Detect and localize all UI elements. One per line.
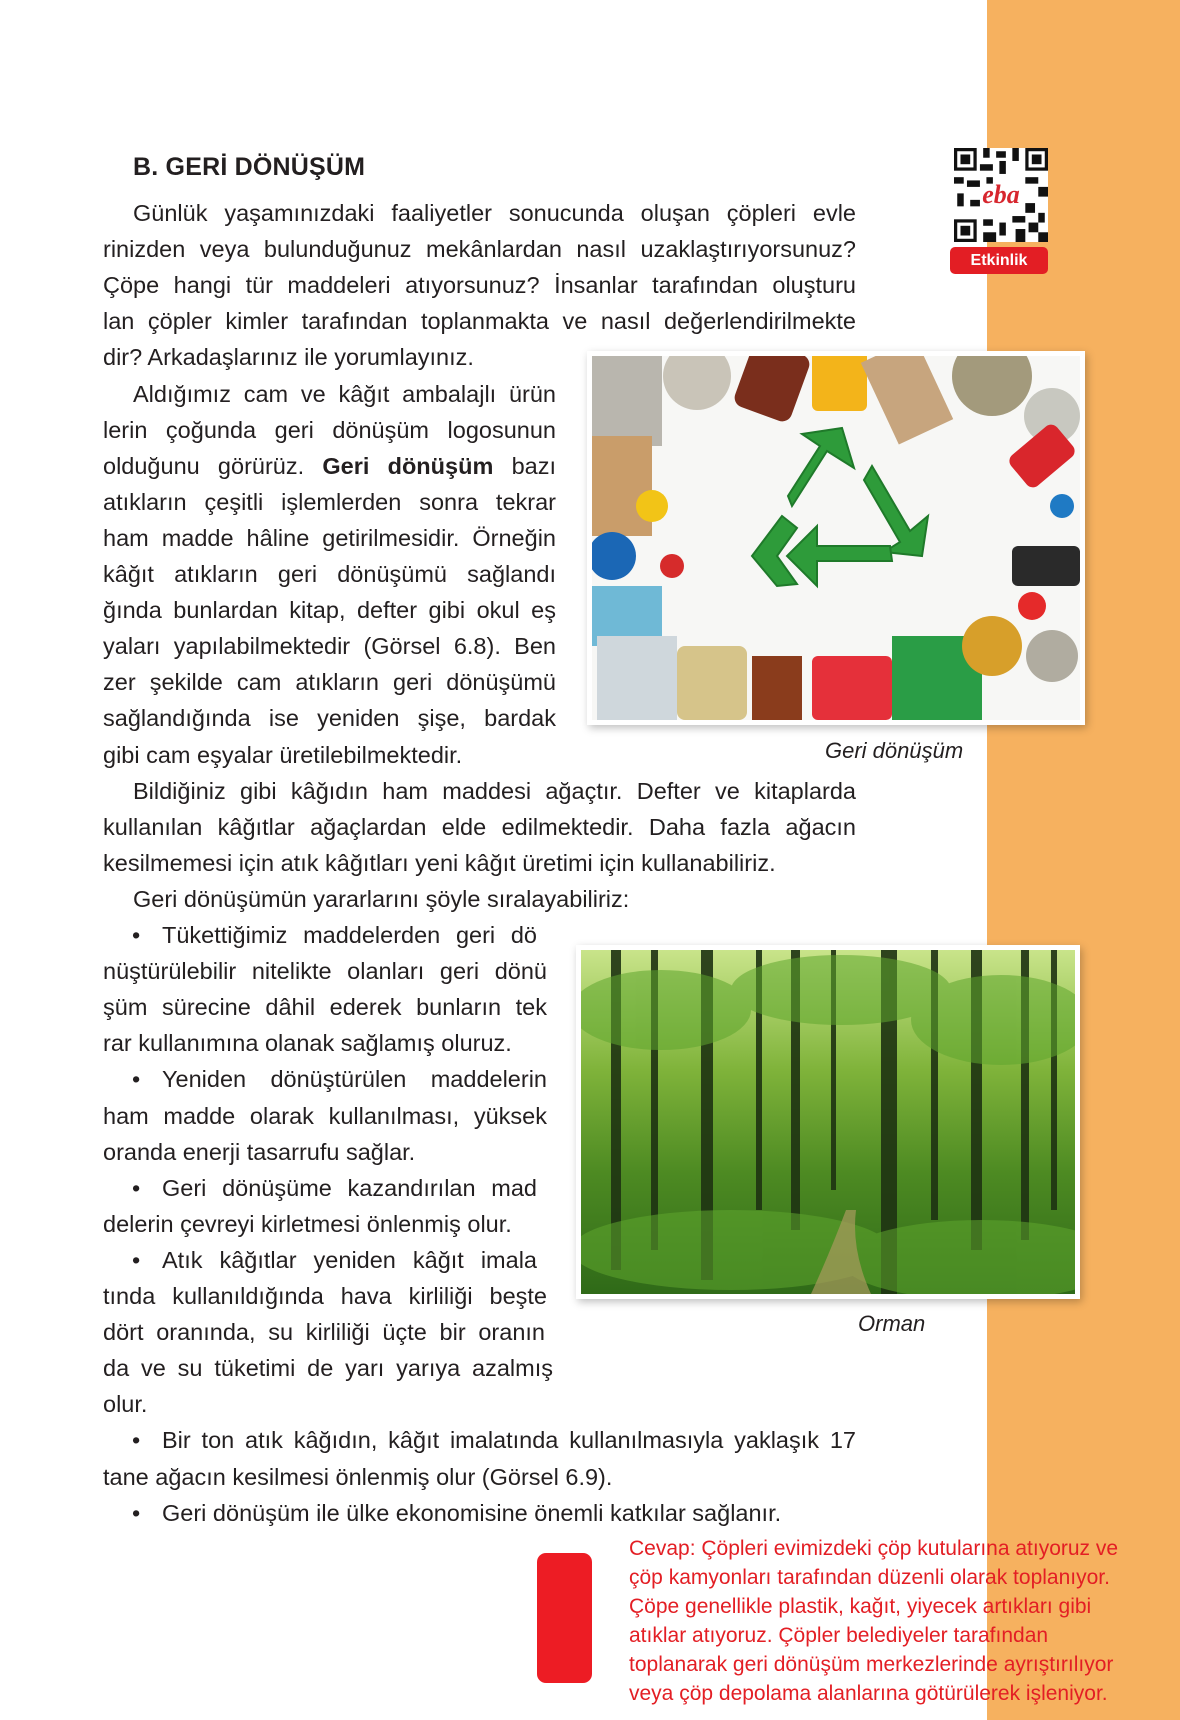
body-line: kesilmemesi için atık kâğıtları yeni kâğıt üretimi için kullanabiliriz.	[103, 849, 776, 876]
bullet-icon: •	[132, 1499, 141, 1526]
bullet-icon: •	[132, 1246, 141, 1273]
body-line: atıkların çeşitli işlemlerden sonra tekrar	[103, 488, 556, 515]
body-line: Geri dönüşüm ile ülke ekonomisine önemli katkılar sağlanır.	[162, 1499, 782, 1526]
body-line: Geri dönüşüme kazandırılan mad	[162, 1174, 537, 1201]
bullet-icon: •	[132, 1427, 141, 1454]
forest-photo	[581, 950, 1075, 1294]
answer-line: toplanarak geri dönüşüm merkezlerinde ayrıştırılıyor	[629, 1653, 1114, 1676]
body-line: ham madde hâline getirilmesidir. Örneğin	[103, 524, 556, 551]
body-line: rinizden veya bulunduğunuz mekânlardan nasıl uzaklaştırıyorsunuz?	[103, 236, 856, 263]
qr-code-icon	[954, 148, 1048, 242]
body-line: tında kullanıldığında hava kirliliği beşte	[103, 1283, 547, 1309]
body-line: tane ağacın kesilmesi önlenmiş olur (Görsel 6.9).	[103, 1463, 613, 1490]
answer-line: Çöpe genellikle plastik, kağıt, yiyecek artıkları gibi	[629, 1595, 1092, 1618]
body-line: lerin çoğunda geri dönüşüm logosunun	[103, 416, 556, 443]
body-line: Aldığımız cam ve kâğıt ambalajlı ürün	[133, 380, 556, 407]
recycling-photo	[592, 356, 1080, 720]
bullet-icon: •	[132, 922, 141, 948]
bullet-icon: •	[132, 1174, 141, 1201]
text-segment: olduğunu görürüz.	[103, 452, 323, 479]
bullet-icon: •	[132, 1066, 141, 1093]
body-line: Günlük yaşamınızdaki faaliyetler sonucunda oluşan çöpleri evle	[133, 200, 856, 226]
body-line	[103, 448, 556, 484]
body-line: Atık kâğıtlar yeniden kâğıt imala	[162, 1246, 537, 1273]
body-line: yaları yapılabilmektedir (Görsel 6.8). Ben	[103, 633, 556, 660]
body-line: kâğıt atıkların geri dönüşümü sağlandı	[103, 561, 556, 587]
etkinlik-button[interactable]: Etkinlik	[950, 247, 1048, 274]
answer-line: çöp kamyonları tarafından düzenli olarak toplanıyor.	[629, 1566, 1110, 1589]
body-line: Yeniden dönüştürülen maddelerin	[162, 1066, 547, 1093]
body-line: sağlandığında ise yeniden şişe, bardak	[103, 705, 556, 732]
body-line: da ve su tüketimi de yarı yarıya azalmış	[103, 1355, 553, 1382]
body-line: olur.	[103, 1391, 148, 1418]
figure-caption-forest: Orman	[858, 1311, 926, 1336]
body-line: Bildiğiniz gibi kâğıdın ham maddesi ağaçtır. Defter ve kitaplarda	[133, 777, 856, 804]
body-line: dört oranında, su kirliliği üçte bir oranın	[103, 1319, 545, 1346]
svg-text:eba: eba	[982, 180, 1020, 210]
body-line: lan çöpler kimler tarafından toplanmakta ve nasıl değerlendirilmekte	[103, 308, 856, 335]
forest-trees	[581, 950, 1075, 1294]
page-number-tab	[537, 1553, 592, 1683]
answer-line: veya çöp depolama alanlarına götürülerek işleniyor.	[629, 1682, 1108, 1705]
recycling-collage	[592, 356, 1080, 720]
answer-line: atıklar atıyoruz. Çöpler belediyeler tarafından	[629, 1624, 1049, 1647]
answer-text	[629, 1534, 1180, 1708]
body-line: ham madde olarak kullanılması, yüksek	[103, 1102, 547, 1129]
body-line: Tükettiğimiz maddelerden geri dö	[162, 922, 537, 948]
text-segment: bazı	[493, 452, 556, 479]
body-line: delerin çevreyi kirletmesi önlenmiş olur.	[103, 1210, 512, 1237]
body-line: Bir ton atık kâğıdın, kâğıt imalatında kullanılmasıyla yaklaşık 17	[162, 1427, 856, 1454]
body-line: nüştürülebilir nitelikte olanları geri dönü	[103, 958, 547, 985]
body-line: zer şekilde cam atıkların geri dönüşümü	[103, 669, 556, 696]
answer-line: Cevap: Çöpleri evimizdeki çöp kutularına atıyoruz ve	[629, 1537, 1119, 1560]
body-line: Çöpe hangi tür maddeleri atıyorsunuz? İnsanlar tarafından oluşturu	[103, 272, 856, 299]
bold-term: Geri dönüşüm	[322, 452, 494, 479]
body-line: oranda enerji tasarrufu sağlar.	[103, 1138, 416, 1165]
body-line: şüm sürecine dâhil ederek bunların tek	[103, 994, 547, 1021]
body-line: rar kullanımına olanak sağlamış oluruz.	[103, 1030, 512, 1057]
body-line: ğında bunlardan kitap, defter gibi okul eş	[103, 597, 556, 624]
figure-caption-recycling: Geri dönüşüm	[825, 738, 964, 763]
body-line: dir? Arkadaşlarınız ile yorumlayınız.	[103, 344, 474, 371]
section-heading: B. GERİ DÖNÜŞÜM	[133, 153, 366, 181]
body-line: Geri dönüşümün yararlarını şöyle sıralayabiliriz:	[133, 885, 630, 912]
body-line: kullanılan kâğıtlar ağaçlardan elde edilmektedir. Daha fazla ağacın	[103, 813, 856, 840]
qr-code[interactable]	[954, 148, 1048, 242]
body-line: gibi cam eşyalar üretilebilmektedir.	[103, 741, 463, 768]
